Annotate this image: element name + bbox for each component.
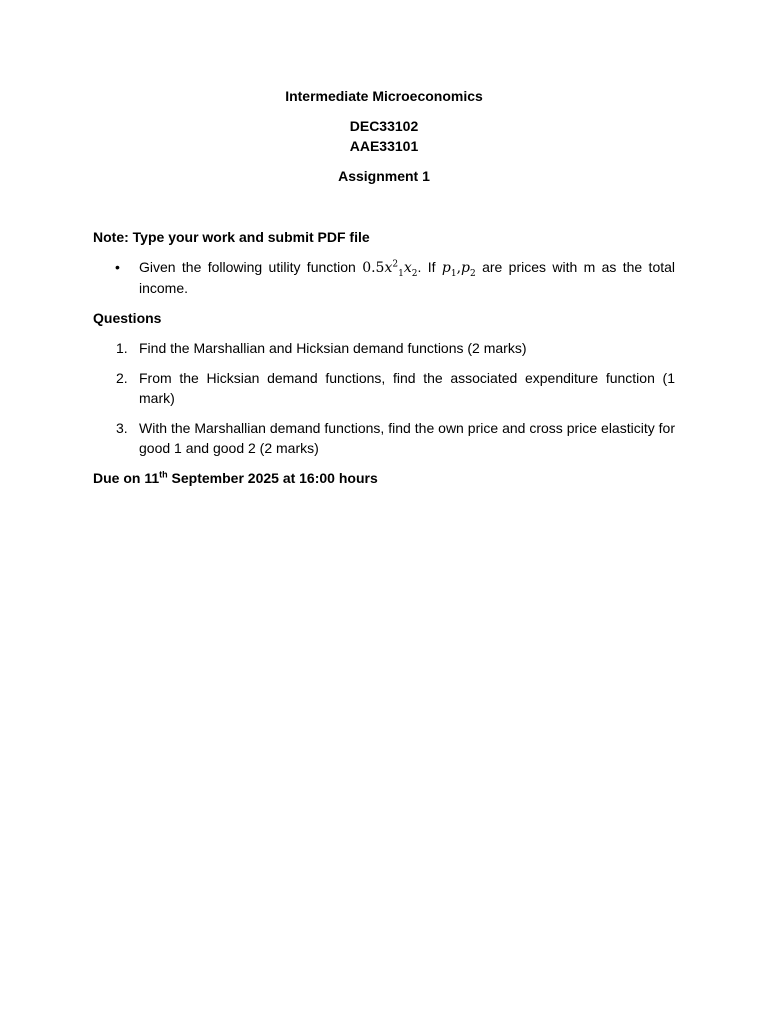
question-item [93,368,675,408]
due-date [93,468,675,488]
price-p1-sub: 1 [450,268,457,279]
due-suffix: September 2025 at 16:00 hours [167,470,378,486]
course-code-2: AAE33101 [349,138,419,154]
course-code-1: DEC33102 [349,118,419,134]
due-ordinal: th [159,469,168,480]
math-var1: x [384,260,393,276]
due-prefix: Due on 11 [93,470,160,486]
question-text: Find the Marshallian and Hicksian demand functions (2 marks) [139,340,527,356]
document-page [93,86,675,488]
question-number: 1. [116,340,128,356]
question-item [93,338,675,358]
price-variables [441,260,476,279]
assignment-title: Assignment 1 [338,168,430,184]
price-p1: p [441,260,451,276]
questions-list [93,338,675,458]
intro-item [93,257,675,298]
math-var1-sup: 2 [392,259,399,270]
question-number: 3. [116,420,128,436]
question-text: From the Hicksian demand functions, find the associated expenditure function (1 mark) [139,370,675,406]
course-title: Intermediate Microeconomics [285,88,483,104]
questions-heading: Questions [93,310,162,326]
intro-text-before: Given the following utility function [139,259,363,275]
utility-function [362,259,418,279]
price-comma: , [456,260,462,276]
question-item [93,418,675,458]
question-number: 2. [116,370,128,386]
question-text: With the Marshallian demand functions, find the own price and cross price elasticity for good 1 and good 2 (2 marks) [139,420,675,456]
price-p2: p [461,260,470,276]
submission-note: Note: Type your work and submit PDF file [93,229,370,245]
intro-text-after: are prices with m as the total income. [139,259,676,296]
intro-list [93,257,675,298]
math-coef: 0.5 [362,260,385,276]
bullet-icon: • [115,259,120,275]
math-var2: x [403,260,412,276]
price-p2-sub: 2 [469,268,476,279]
math-var1-sub: 1 [398,268,404,279]
math-var2-sub: 2 [411,268,418,279]
intro-text-mid: . If [417,259,442,275]
